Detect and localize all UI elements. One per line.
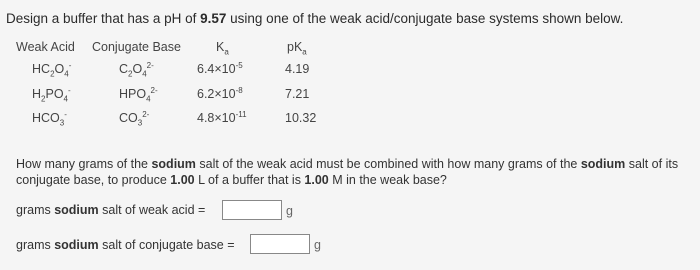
ka-value: $6.4\times 10^{-5}$ (197, 60, 243, 76)
base-formula: $CO_3^{2-}$ (119, 109, 150, 128)
prompt-ph-value: 9.57 (200, 11, 227, 26)
header-conjugate-base: Conjugate Base (92, 40, 181, 54)
pka-value: 4.19 (285, 62, 310, 76)
weak-acid-grams-input[interactable] (222, 200, 282, 220)
header-weak-acid: Weak Acid (16, 40, 75, 54)
question-line-2: conjugate base, to produce 1.00 L of a buffer that is 1.00 M in the weak base? (16, 173, 447, 187)
answer-label-conjugate-base: grams sodium salt of conjugate base = (16, 238, 235, 252)
unit-label: g (286, 204, 293, 218)
header-ka: $K_a$ (216, 40, 229, 57)
ka-value: $4.8\times 10^{-11}$ (197, 109, 247, 125)
prompt-post: using one of the weak acid/conjugate base systems shown below. (226, 11, 624, 26)
unit-label: g (314, 238, 321, 252)
pka-value: 10.32 (285, 111, 317, 125)
base-formula: $C_2O_4^{2-}$ (119, 60, 154, 79)
acid-formula: $HC_2O_4^-$ (32, 60, 72, 79)
header-pka: $pK_a$ (287, 40, 307, 57)
conjugate-base-grams-input[interactable] (250, 234, 310, 254)
ka-value: $6.2\times 10^{-8}$ (197, 85, 243, 101)
base-formula: $HPO_4^{2-}$ (119, 85, 158, 104)
pka-value: 7.21 (285, 87, 310, 101)
answer-label-weak-acid: grams sodium salt of weak acid = (16, 203, 206, 217)
acid-formula: $HCO_3^-$ (32, 109, 67, 128)
prompt-pre: Design a buffer that has a pH of (6, 11, 201, 26)
acid-formula: $H_2PO_4^-$ (32, 85, 71, 104)
prompt-text (6, 11, 623, 26)
question-text (16, 156, 678, 188)
question-line-1: How many grams of the sodium salt of the weak acid must be combined with how many grams of the sodium salt of its (16, 157, 679, 171)
